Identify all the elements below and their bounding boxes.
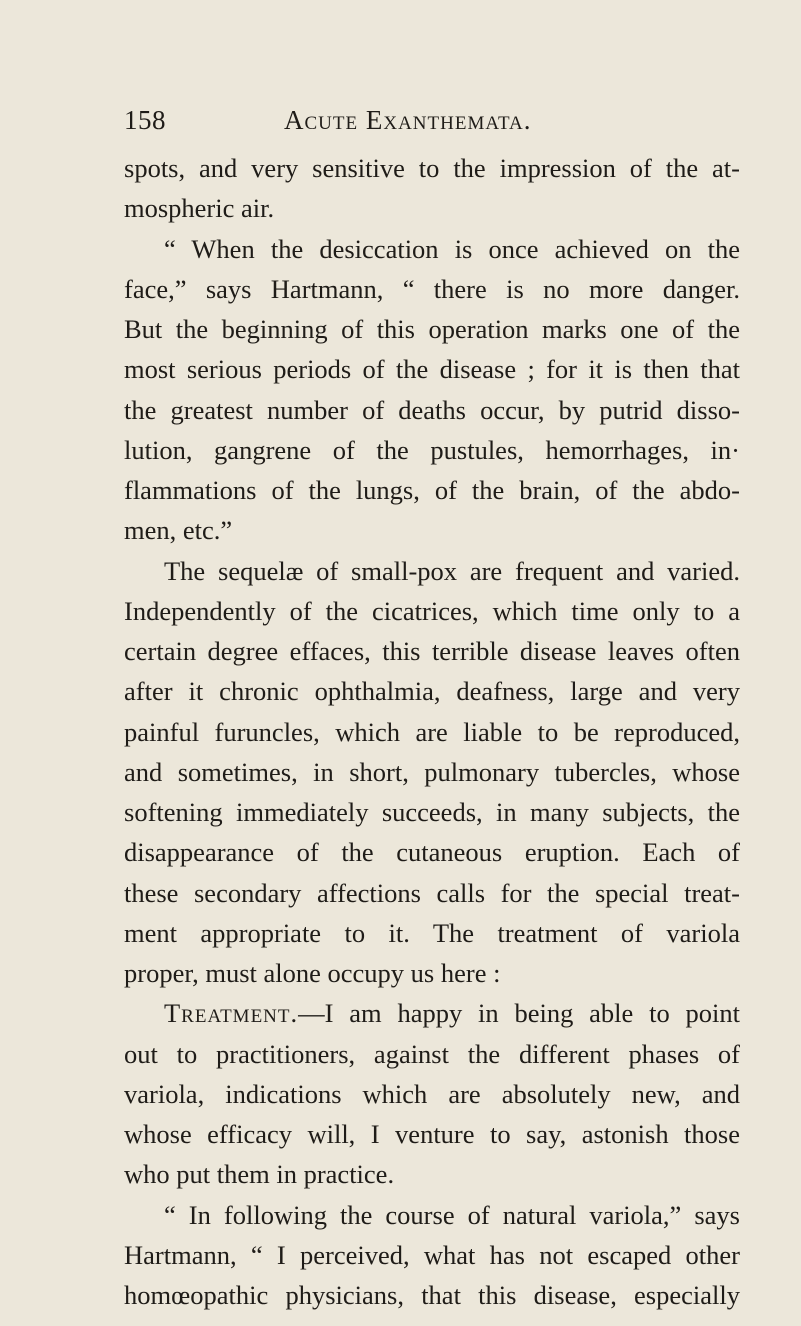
text-line: proper, must alone occupy us here : [124,958,501,988]
text-line: flammations of the lungs, of the brain, of the abdo- [124,475,740,505]
text-line: “ In following the course of natural variola,” says [164,1199,740,1230]
text-line: whose efficacy will, I venture to say, astonish those [124,1119,740,1149]
text-line: “ When the desiccation is once achieved on the [164,233,740,264]
text-line: mospheric air. [124,193,275,224]
text-line: But the beginning of this operation marks one of the [124,314,740,344]
running-title: Acute Exanthemata. [284,105,532,135]
text-line: Independently of the cicatrices, which time only to a [124,595,740,626]
text-line: softening immediately succeeds, in many subjects, the [124,797,740,827]
text-line: face,” says Hartmann, “ there is no more danger. [124,273,740,304]
text-line: these secondary affections calls for the special treat- [124,877,740,908]
text-line: homœopathic physicians, that this disease, especially [124,1280,740,1310]
text-line: painful furuncles, which are liable to be reproduced, [124,716,740,747]
text-line: who put them in practice. [124,1159,395,1190]
text-line: after it chronic ophthalmia, deafness, large and very [124,676,740,707]
text-line: —I am happy in being able to point [298,998,740,1029]
text-line: and sometimes, in short, pulmonary tubercles, whose [124,756,740,787]
page-number: 158 [124,105,166,135]
text-line: Hartmann, “ I perceived, what has not escaped other [124,1239,740,1270]
text-line: certain degree effaces, this terrible disease leaves often [124,636,740,666]
text-line: the greatest number of deaths occur, by putrid disso- [124,394,740,425]
page-header [124,100,724,140]
body-text [124,148,740,1315]
treatment-heading: Treatment. [164,998,299,1029]
text-line: lution, gangrene of the pustules, hemorrhages, in· [124,434,740,465]
text-line: variola, indications which are absolutely new, and [124,1078,740,1109]
text-line: out to practitioners, against the different phases of [124,1038,740,1069]
treatment-paragraph-start [124,993,740,1033]
text-line: spots, and very sensitive to the impression of the at- [124,153,740,183]
text-line: The sequelæ of small-pox are frequent and varied. [164,555,740,586]
text-line: disappearance of the cutaneous eruption. Each of [124,837,740,868]
text-line: ment appropriate to it. The treatment of variola [124,917,740,948]
text-line: most serious periods of the disease ; for it is then that [124,354,740,385]
text-line: men, etc.” [124,515,233,546]
